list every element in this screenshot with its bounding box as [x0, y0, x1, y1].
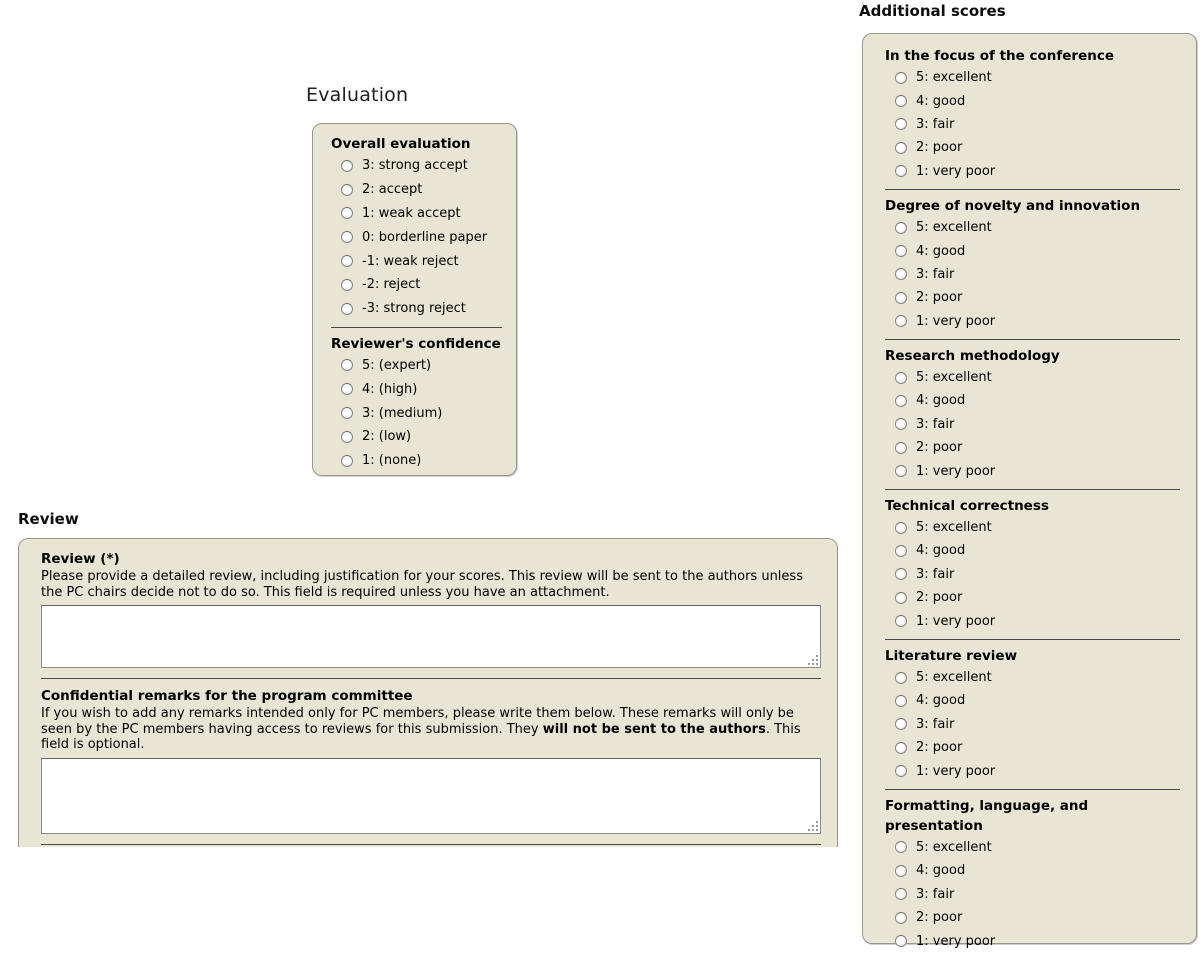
- radio-button-icon[interactable]: [895, 268, 907, 280]
- group-title: In the focus of the conference: [885, 48, 1115, 64]
- field-description: Please provide a detailed review, including justification for your scores. This review will be sent to the authors unless the PC chairs decide not to do so. This field is required unless you have an attachment.: [41, 569, 803, 600]
- radio-button-icon[interactable]: [895, 118, 907, 130]
- group-title: Research methodology: [885, 347, 1060, 364]
- radio-button-icon[interactable]: [895, 545, 907, 557]
- radio-button-icon[interactable]: [895, 742, 907, 754]
- radio-button-icon[interactable]: [895, 95, 907, 107]
- field-label: Confidential remarks for the program committee: [41, 688, 413, 705]
- divider: [885, 189, 1180, 190]
- option-fair[interactable]: 3: fair: [895, 413, 1180, 436]
- option-poor[interactable]: 2: poor: [895, 286, 1180, 309]
- option-excellent[interactable]: 5: excellent: [895, 666, 1180, 689]
- confidential-remarks-textarea[interactable]: [41, 758, 821, 834]
- radio-button-icon[interactable]: [895, 765, 907, 777]
- option-strong-accept[interactable]: 3: strong accept: [341, 154, 502, 178]
- radio-button-icon[interactable]: [895, 315, 907, 327]
- group-title: Degree of novelty and innovation: [885, 197, 1141, 214]
- option-low[interactable]: 2: (low): [341, 425, 502, 449]
- group-formatting-language-presentation: [885, 796, 1180, 953]
- group-in-the-focus-of-the-conference: [885, 46, 1180, 183]
- option-fair[interactable]: 3: fair: [895, 883, 1180, 906]
- confidential-textarea-wrap: [41, 758, 821, 834]
- option-poor[interactable]: 2: poor: [895, 906, 1180, 929]
- option-poor[interactable]: 2: poor: [895, 436, 1180, 459]
- radio-button-icon[interactable]: [895, 372, 907, 384]
- option-expert[interactable]: 5: (expert): [341, 354, 502, 378]
- option-excellent[interactable]: 5: excellent: [895, 66, 1180, 89]
- option-good[interactable]: 4: good: [895, 239, 1180, 262]
- review-heading: Review: [18, 510, 79, 528]
- field-confidential-remarks: [41, 688, 821, 834]
- radio-button-icon[interactable]: [341, 231, 353, 243]
- option-poor[interactable]: 2: poor: [895, 736, 1180, 759]
- option-excellent[interactable]: 5: excellent: [895, 836, 1180, 859]
- option-very-poor[interactable]: 1: very poor: [895, 160, 1180, 183]
- radio-button-icon[interactable]: [895, 912, 907, 924]
- radio-button-icon[interactable]: [341, 160, 353, 172]
- group-title: Reviewer's confidence: [331, 335, 501, 352]
- option-very-poor[interactable]: 1: very poor: [895, 759, 1180, 782]
- radio-button-icon[interactable]: [895, 568, 907, 580]
- radio-button-icon[interactable]: [895, 695, 907, 707]
- option-none[interactable]: 1: (none): [341, 449, 502, 473]
- option-strong-reject[interactable]: -3: strong reject: [341, 297, 502, 321]
- option-poor[interactable]: 2: poor: [895, 586, 1180, 609]
- divider: [885, 339, 1180, 340]
- option-weak-reject[interactable]: -1: weak reject: [341, 249, 502, 273]
- group-reviewers-confidence: [331, 334, 502, 473]
- divider: [41, 678, 821, 679]
- group-literature-review: [885, 646, 1180, 783]
- review-panel: [18, 538, 838, 847]
- radio-button-icon[interactable]: [895, 615, 907, 627]
- radio-button-icon[interactable]: [895, 935, 907, 947]
- option-very-poor[interactable]: 1: very poor: [895, 929, 1180, 952]
- option-weak-accept[interactable]: 1: weak accept: [341, 202, 502, 226]
- option-good[interactable]: 4: good: [895, 859, 1180, 882]
- radio-button-icon[interactable]: [895, 718, 907, 730]
- radio-button-icon[interactable]: [895, 522, 907, 534]
- option-good[interactable]: 4: good: [895, 539, 1180, 562]
- divider: [885, 489, 1180, 490]
- option-fair[interactable]: 3: fair: [895, 113, 1180, 136]
- radio-button-icon[interactable]: [341, 184, 353, 196]
- radio-button-icon[interactable]: [895, 418, 907, 430]
- radio-button-icon[interactable]: [895, 142, 907, 154]
- group-overall-evaluation: [331, 134, 502, 321]
- additional-scores-panel: [862, 33, 1197, 949]
- radio-button-icon[interactable]: [341, 431, 353, 443]
- group-title: Overall evaluation: [331, 136, 471, 152]
- group-degree-of-novelty-and-innovation: [885, 196, 1180, 333]
- option-fair[interactable]: 3: fair: [895, 263, 1180, 286]
- option-poor[interactable]: 2: poor: [895, 136, 1180, 159]
- radio-button-icon[interactable]: [895, 592, 907, 604]
- radio-button-icon[interactable]: [341, 455, 353, 467]
- divider: [885, 789, 1180, 790]
- option-high[interactable]: 4: (high): [341, 377, 502, 401]
- field-label: Review (*): [41, 551, 120, 567]
- radio-button-icon[interactable]: [895, 165, 907, 177]
- group-title: Technical correctness: [885, 497, 1049, 514]
- option-medium[interactable]: 3: (medium): [341, 401, 502, 425]
- radio-button-icon[interactable]: [341, 303, 353, 315]
- radio-button-icon[interactable]: [341, 207, 353, 219]
- radio-button-icon[interactable]: [895, 395, 907, 407]
- evaluation-panel: [312, 123, 517, 476]
- option-very-poor[interactable]: 1: very poor: [895, 609, 1180, 632]
- option-borderline-paper[interactable]: 0: borderline paper: [341, 225, 502, 249]
- group-title: Literature review: [885, 647, 1018, 664]
- radio-button-icon[interactable]: [895, 865, 907, 877]
- radio-button-icon[interactable]: [341, 359, 353, 371]
- radio-button-icon[interactable]: [341, 407, 353, 419]
- divider: [41, 844, 821, 845]
- group-title: Formatting, language, and presentation: [885, 797, 1089, 834]
- option-very-poor[interactable]: 1: very poor: [895, 310, 1180, 333]
- review-textarea-wrap: [41, 605, 821, 668]
- radio-button-icon[interactable]: [895, 465, 907, 477]
- radio-button-icon[interactable]: [895, 245, 907, 257]
- radio-button-icon[interactable]: [895, 672, 907, 684]
- field-review: [41, 551, 821, 668]
- review-textarea[interactable]: [41, 605, 821, 668]
- option-excellent[interactable]: 5: excellent: [895, 216, 1180, 239]
- field-description: If you wish to add any remarks intended only for PC members, please write them below. These remarks will only be seen by the PC members having access to reviews for this submission. They will not be sent to the authors. This field is optional.: [41, 706, 801, 753]
- option-accept[interactable]: 2: accept: [341, 178, 502, 202]
- additional-scores-heading: Additional scores: [859, 2, 1006, 20]
- radio-button-icon[interactable]: [341, 255, 353, 267]
- radio-button-icon[interactable]: [895, 442, 907, 454]
- option-fair[interactable]: 3: fair: [895, 563, 1180, 586]
- divider: [331, 327, 502, 328]
- option-excellent[interactable]: 5: excellent: [895, 366, 1180, 389]
- evaluation-heading: Evaluation: [306, 84, 409, 106]
- option-excellent[interactable]: 5: excellent: [895, 516, 1180, 539]
- radio-button-icon[interactable]: [341, 383, 353, 395]
- option-reject[interactable]: -2: reject: [341, 273, 502, 297]
- radio-button-icon[interactable]: [895, 841, 907, 853]
- option-good[interactable]: 4: good: [895, 89, 1180, 112]
- radio-button-icon[interactable]: [895, 888, 907, 900]
- group-technical-correctness: [885, 496, 1180, 633]
- option-good[interactable]: 4: good: [895, 689, 1180, 712]
- option-fair[interactable]: 3: fair: [895, 713, 1180, 736]
- radio-button-icon[interactable]: [895, 222, 907, 234]
- option-very-poor[interactable]: 1: very poor: [895, 459, 1180, 482]
- divider: [885, 639, 1180, 640]
- radio-button-icon[interactable]: [341, 279, 353, 291]
- option-good[interactable]: 4: good: [895, 389, 1180, 412]
- radio-button-icon[interactable]: [895, 292, 907, 304]
- radio-button-icon[interactable]: [895, 72, 907, 84]
- group-research-methodology: [885, 346, 1180, 483]
